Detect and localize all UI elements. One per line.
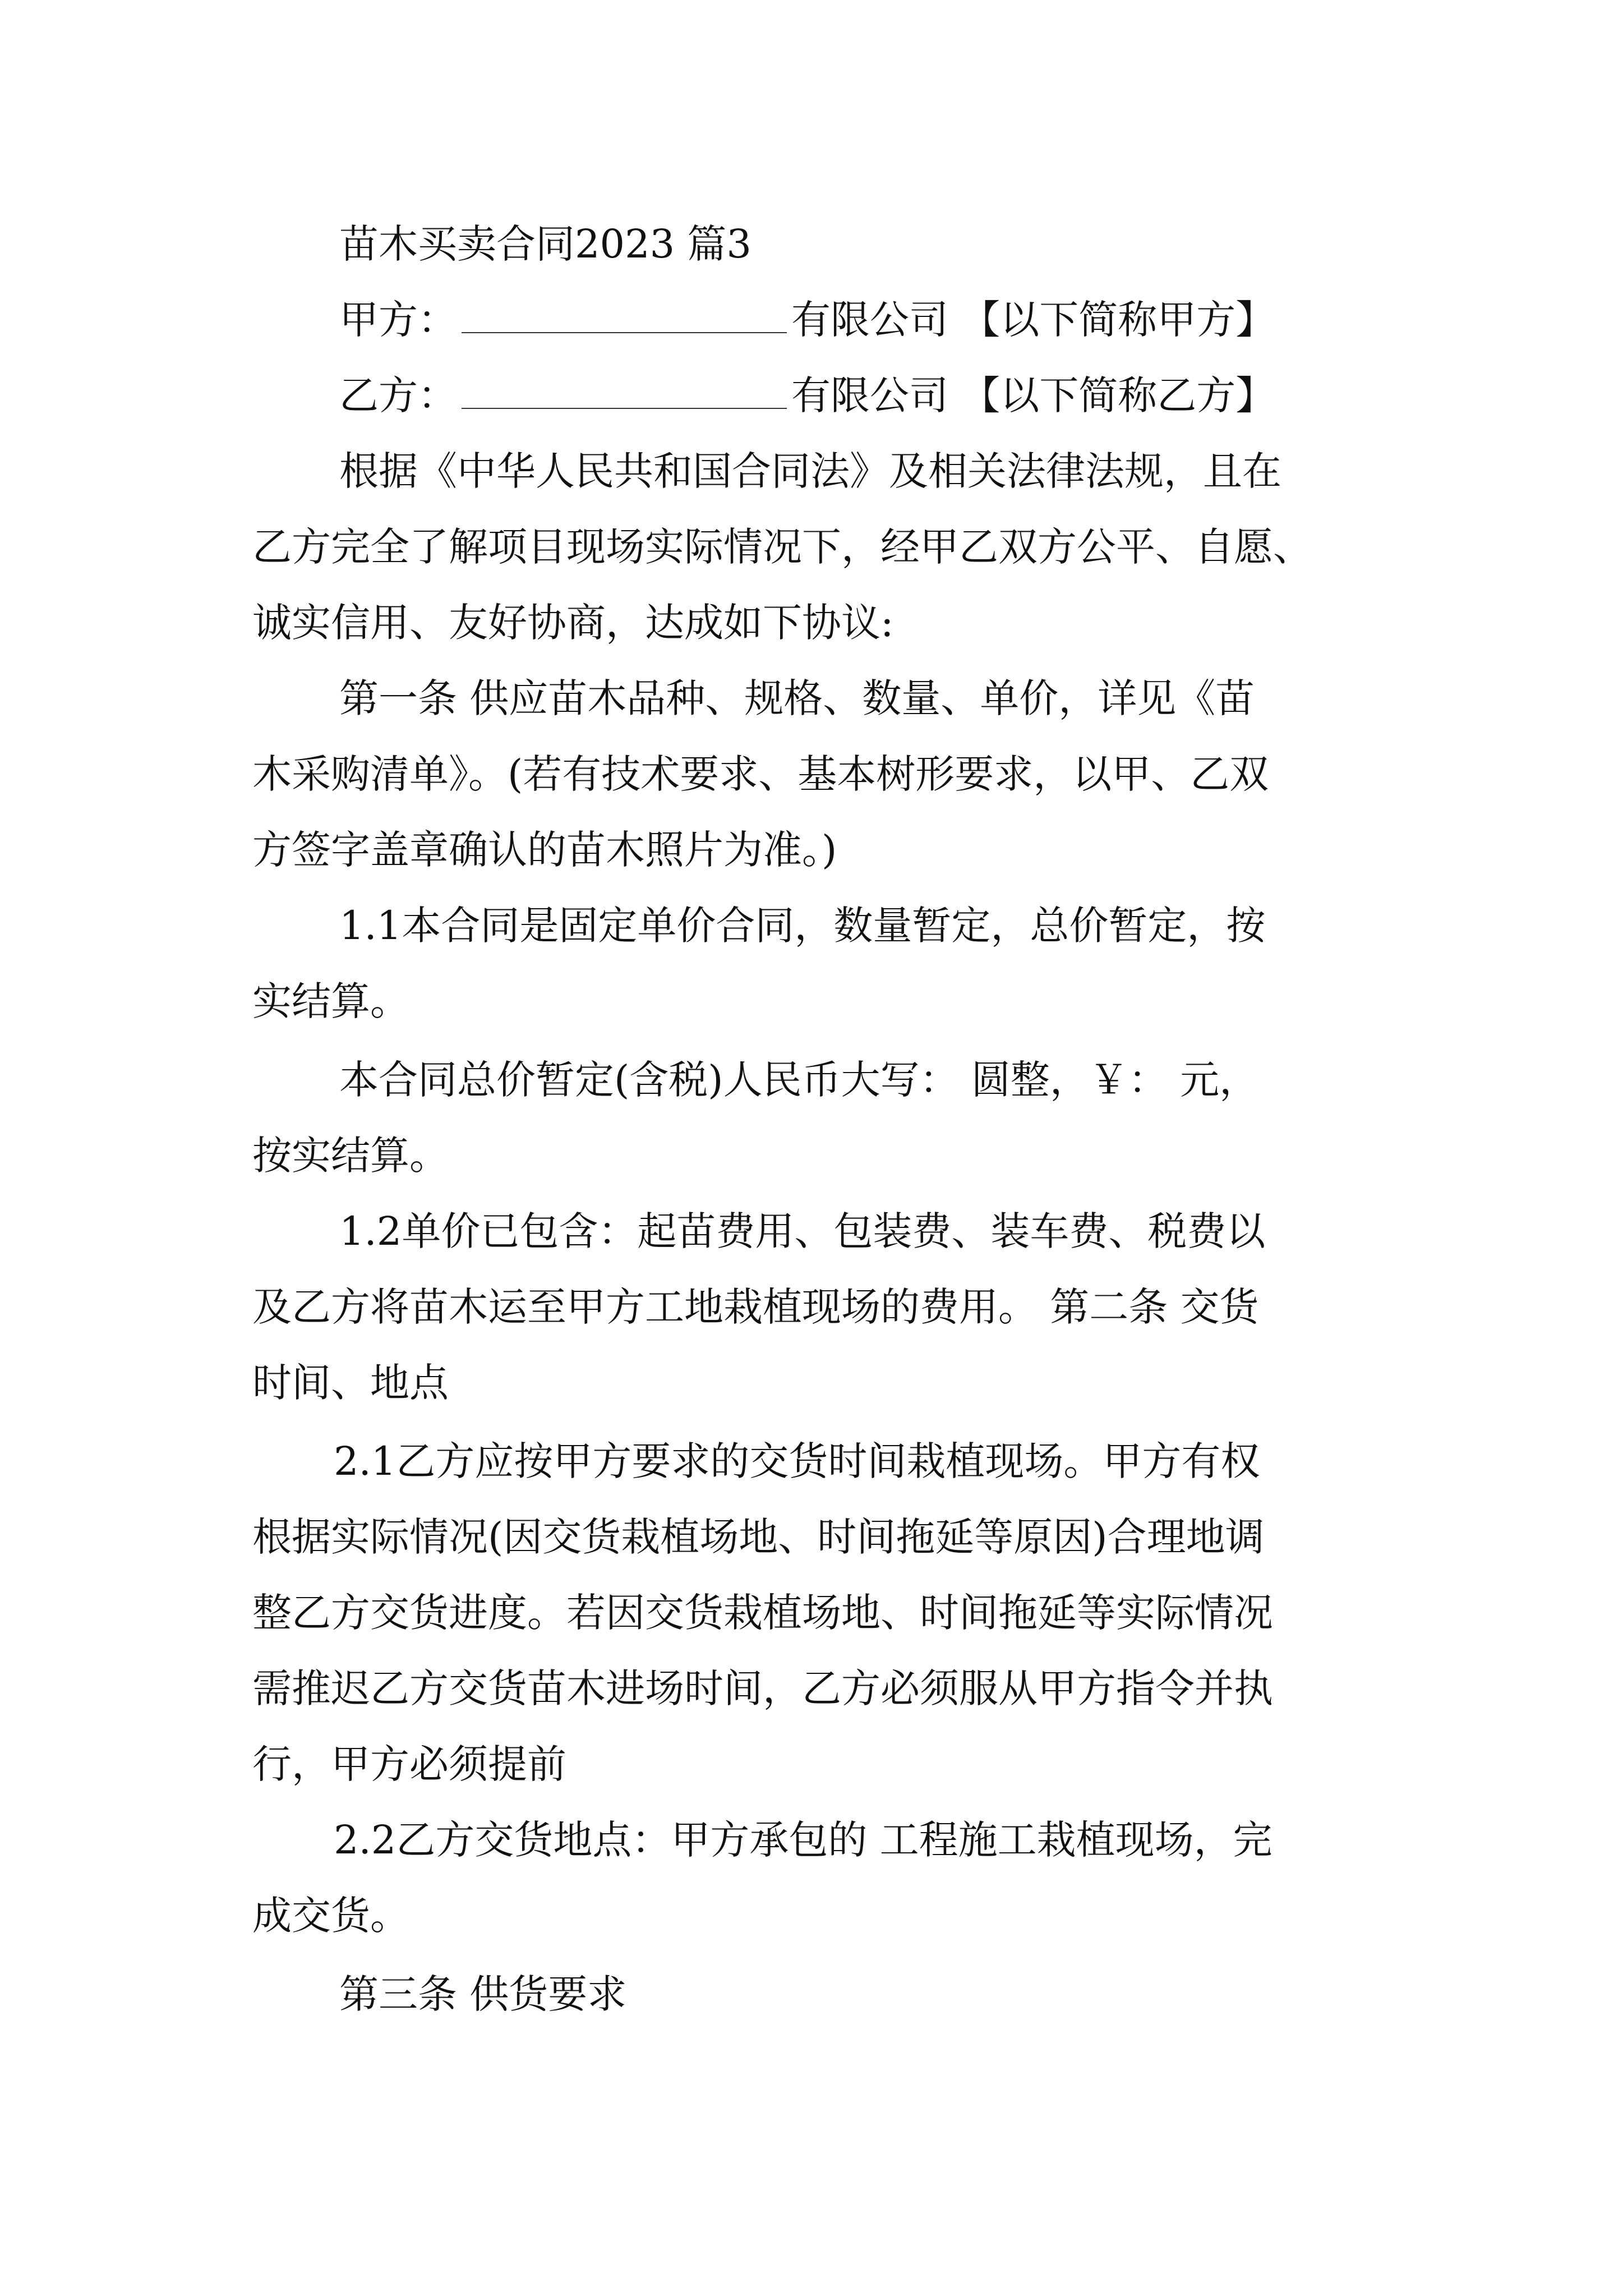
body-line: 及乙方将苗木运至甲方工地栽植现场的费用。 第二条 交货 (252, 1284, 1259, 1330)
party-a-blank (462, 297, 787, 333)
body-line: 1.1本合同是固定单价合同，数量暂定，总价暂定，按 (339, 903, 1266, 949)
body-line: 木采购清单》。(若有技术要求、基本树形要求，以甲、乙双 (252, 751, 1269, 797)
body-line: 需推迟乙方交货苗木进场时间，乙方必须服从甲方指令并执 (252, 1665, 1273, 1711)
party-b-label: 乙方： (339, 372, 457, 418)
body-line: 行，甲方必须提前 (252, 1741, 566, 1787)
party-b-blank (462, 373, 787, 409)
body-line: 实结算。 (252, 978, 409, 1024)
party-b-line (339, 370, 1275, 421)
body-line: 1.2单价已包含：起苗费用、包装费、装车费、税费以 (339, 1208, 1266, 1254)
body-line: 方签字盖章确认的苗木照片为准。) (252, 827, 837, 873)
section-heading: 第三条 供货要求 (339, 1971, 627, 2017)
body-line: 第一条 供应苗木品种、规格、数量、单价，详见《苗 (339, 675, 1255, 721)
body-line: 整乙方交货进度。若因交货栽植场地、时间拖延等实际情况 (252, 1590, 1273, 1636)
body-line: 根据《中华人民共和国合同法》及相关法律法规，且在 (339, 448, 1281, 494)
party-b-suffix: 有限公司 【以下简称乙方】 (791, 372, 1275, 418)
body-line: 乙方完全了解项目现场实际情况下，经甲乙双方公平、自愿、 (252, 524, 1312, 570)
body-line: 根据实际情况(因交货栽植场地、时间拖延等原因)合理地调 (252, 1514, 1265, 1560)
body-line: 本合同总价暂定(含税)人民币大写： 圆整，￥： 元， (339, 1057, 1259, 1103)
body-line: 按实结算。 (252, 1133, 449, 1179)
body-line: 时间、地点 (252, 1360, 449, 1406)
party-a-label: 甲方： (339, 297, 457, 343)
party-a-line (339, 295, 1275, 345)
body-line: 成交货。 (252, 1893, 409, 1939)
body-line: 2.1乙方应按甲方要求的交货时间栽植现场。甲方有权 (334, 1438, 1260, 1484)
body-line: 2.2乙方交货地点：甲方承包的 工程施工栽植现场，完 (334, 1817, 1272, 1863)
party-a-suffix: 有限公司 【以下简称甲方】 (791, 297, 1275, 343)
document-title: 苗木买卖合同2023 篇3 (339, 221, 751, 267)
body-line: 诚实信用、友好协商，达成如下协议: (252, 600, 894, 646)
